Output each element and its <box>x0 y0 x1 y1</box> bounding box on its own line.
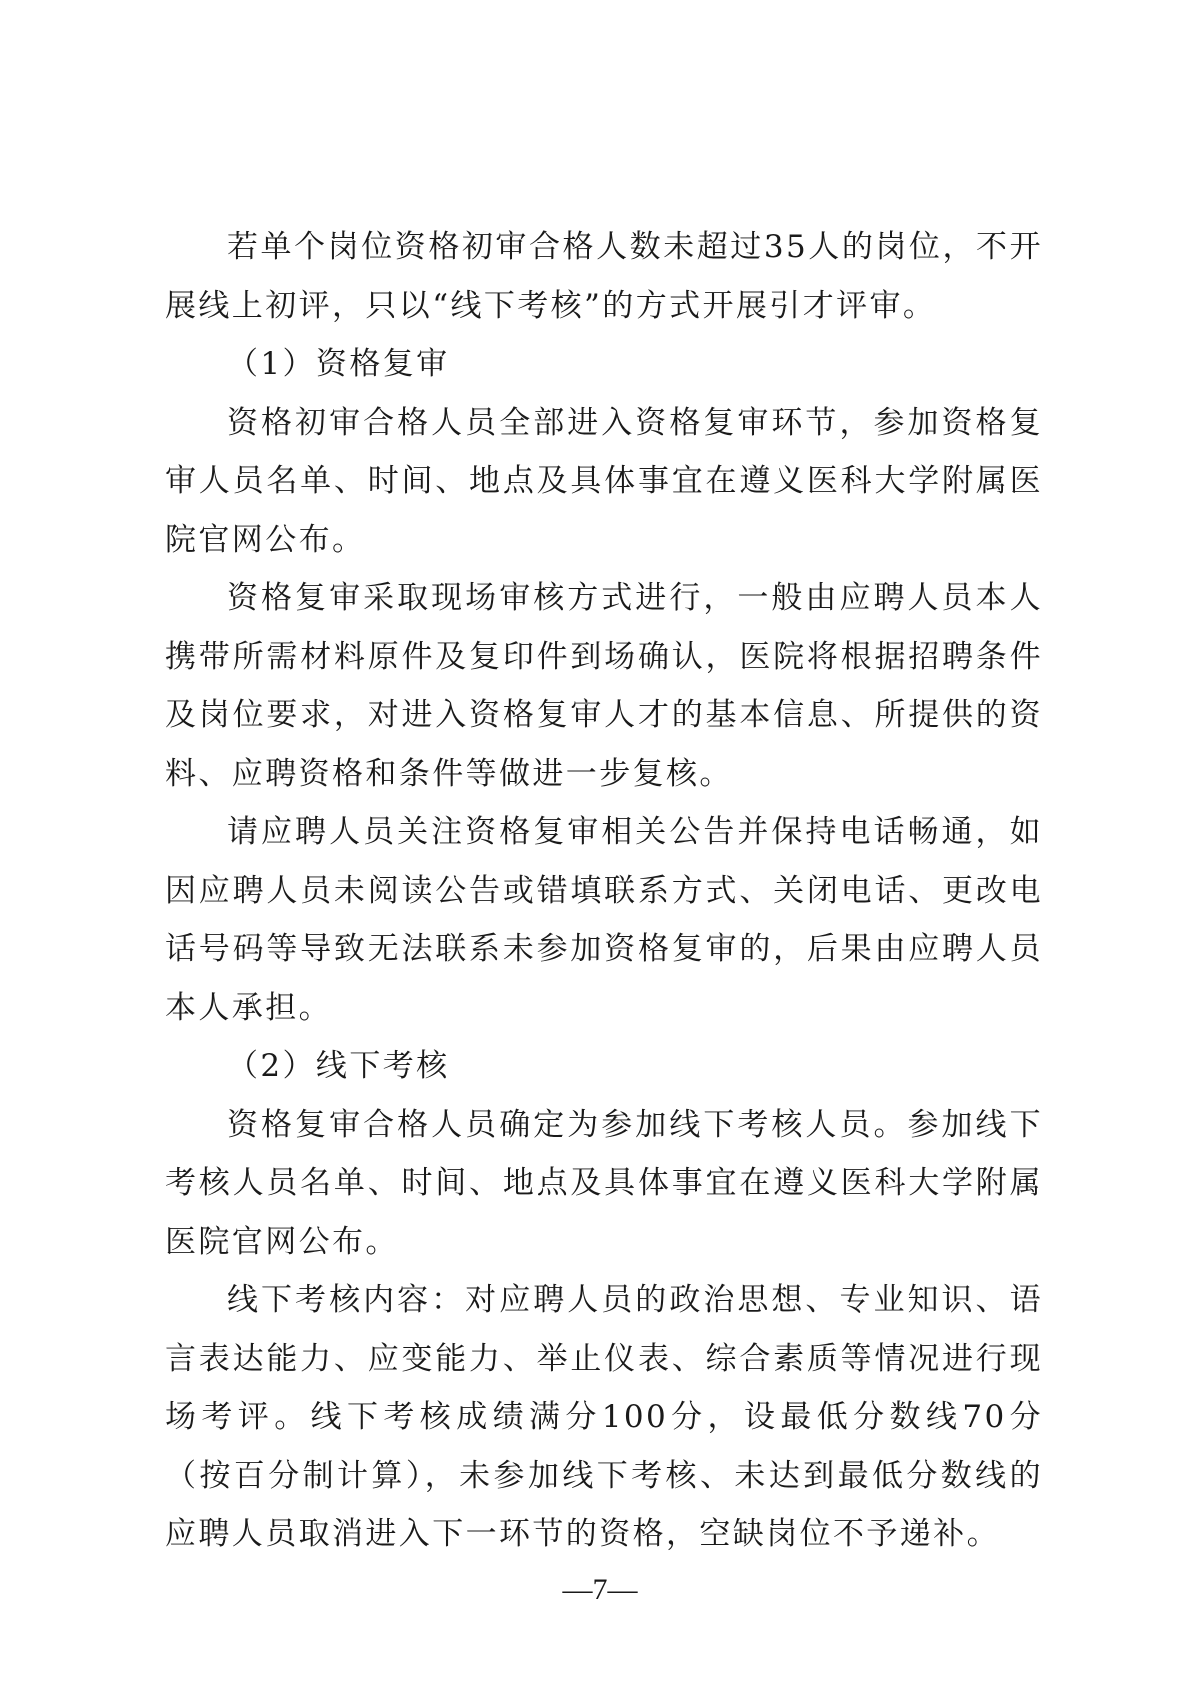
paragraph-review-list-announcement: 资格初审合格人员全部进入资格复审环节，参加资格复审人员名单、时间、地点及具体事宜在遵义医科大学附属医院官网公布。 <box>165 404 1043 558</box>
section-heading-offline-assessment: （2）线下考核 <box>227 1048 450 1084</box>
paragraph-online-review-exemption: 若单个岗位资格初审合格人数未超过35人的岗位，不开展线上初评，只以“线下考核”的方式开展引才评审。 <box>165 229 1043 324</box>
page-number: —7— <box>562 1573 638 1606</box>
section-heading-qualification-review: （1）资格复审 <box>227 346 450 382</box>
paragraph-assessment-content: 线下考核内容：对应聘人员的政治思想、专业知识、语言表达能力、应变能力、举止仪表、综合素质等情况进行现场考评。线下考核成绩满分100分，设最低分数线70分（按百分制计算），未参加线下考核、未达到最低分数线的应聘人员取消进入下一环节的资格，空缺岗位不予递补。 <box>165 1282 1043 1552</box>
paragraph-contact-notice: 请应聘人员关注资格复审相关公告并保持电话畅通，如因应聘人员未阅读公告或错填联系方式、关闭电话、更改电话号码等导致无法联系未参加资格复审的，后果由应聘人员本人承担。 <box>165 814 1043 1026</box>
paragraph-assessment-list-announcement: 资格复审合格人员确定为参加线下考核人员。参加线下考核人员名单、时间、地点及具体事宜在遵义医科大学附属医院官网公布。 <box>165 1106 1043 1260</box>
document-body <box>165 218 1043 1564</box>
paragraph-review-procedure: 资格复审采取现场审核方式进行，一般由应聘人员本人携带所需材料原件及复印件到场确认，医院将根据招聘条件及岗位要求，对进入资格复审人才的基本信息、所提供的资料、应聘资格和条件等做进一步复核。 <box>165 580 1043 792</box>
